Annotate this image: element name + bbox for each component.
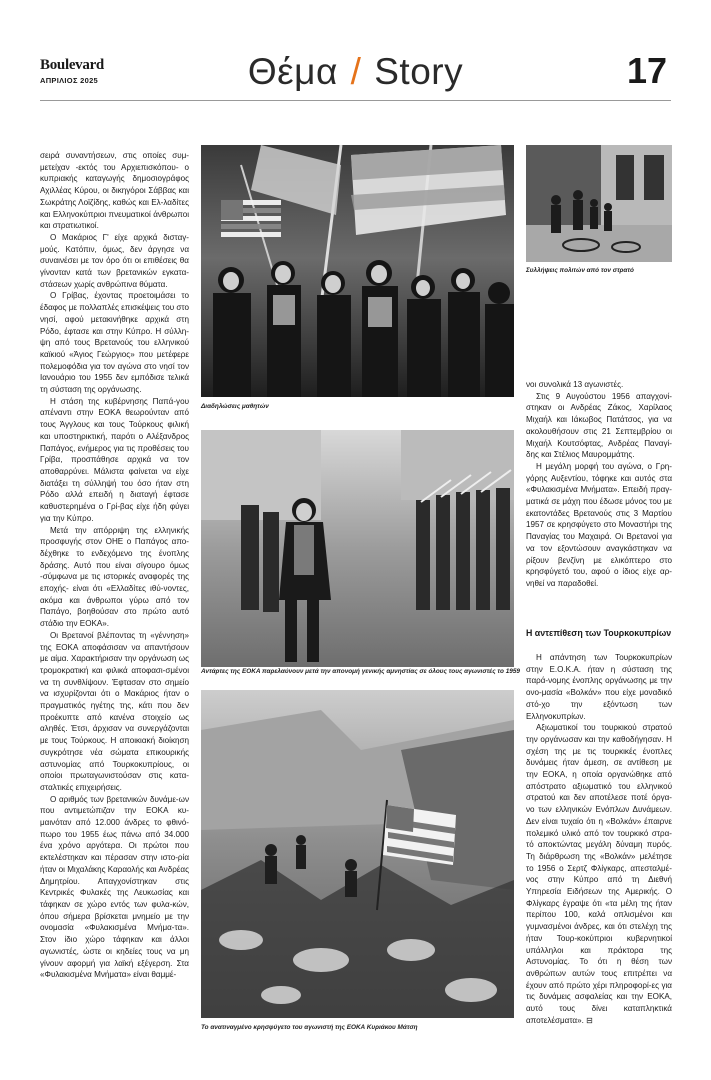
brand-name: Boulevard [40,57,104,73]
paragraph: νοι συνολικά 13 αγωνιστές. [526,380,624,389]
paragraph: Ο Γρίβας, έχοντας προετοιμάσει το έδαφος με πολλαπλές επισκέψεις του στο νησί, αφού μετακινήθηκε αρχικά στη Ρόδο, έφτασε και στην Κύπρο. Η σύλλη-ψη από τους Βρετανούς του ελληνικού καϊκιού «Άγιος Γεώργιος» που μετέφερε πολεμοφόδια για τον αγώνα στο νησί τον Ιανουάριο του 1955 δεν εμπόδισε τελικά τη σύσταση της οργάνωσης. [40,291,189,395]
section-title-greek: Θέμα [247,51,338,92]
paragraph: Μετά την απόρριψη της ελληνικής προσφυγής στον ΟΗΕ ο Παπάγος απο-δέχθηκε το ενδεχόμενο της ένοπλης δράσης. Αυτό που είναι σίγουρο όμως -σύμφωνα με τις ιστορικές αναφορές της εποχής- είναι ότι «Ελλαδίτες ιθύ-νοντες, ακόμα και άνθρωποι γύρω από τον Παπάγο, βοηθούσαν στο πρώτο αυτό στάδιο την ΕΟΚΑ». [40,525,189,629]
section-title [0,52,711,92]
caption-destroyed-hideout: Το ανατιναγμένο κρησφύγετο του αγωνιστή της ΕΟΚΑ Κυριάκου Μάτση [201,1024,418,1031]
photo-student-demonstration [201,145,514,397]
issue-date: ΑΠΡΙΛΙΟΣ 2025 [40,76,99,85]
page-number: 17 [626,50,667,91]
article-subheading: Η αντεπίθεση των Τουρκοκυπρίων [526,628,672,638]
masthead [0,0,711,104]
caption-student-demonstration: Διαδηλώσεις μαθητών [201,403,269,410]
caption-eoka-parade: Αντάρτες της ΕΟΚΑ παρελαύνουν μετά την απονομή γενικής αμνηστίας σε όλους τους αγωνιστές το 1959 [201,668,520,675]
paragraph: Στις 9 Αυγούστου 1956 απαγχονί-στηκαν οι Ανδρέας Ζάκος, Χαρίλαος Μιχαήλ και Ιάκωβος Πατάτσος, για να ακολουθήσουν στις 21 Σεπτεμβρίου οι Μιχαήλ Κουτσόφτας, Ανδρέας Παναγί-δης και Στέλιος Μαυρομμάτης. [526,391,672,460]
article-column-1 [40,150,189,981]
article-column-3-bottom [526,652,672,1027]
photo-arrests [526,145,672,262]
paragraph: Η απάντηση των Τουρκοκυπρίων στην Ε.Ο.Κ.Α. ήταν η σύσταση της παρά-νομης ένοπλης οργάνωσης με την ονο-μασία «Βολκάν» που είχε μοναδικό στό-χο την εξόντωση των Ελληνοκυπρίων. [526,653,672,721]
section-title-english: Story [374,51,464,92]
paragraph: Η στάση της κυβέρνησης Παπά-γου απέναντι στην ΕΟΚΑ θεωρούνταν από τους Άγγλους και τους Τούρκους φιλική και υποστηρικτική, παρότι ο Αλέξανδρος Παπάγος, ενήμερος για τις προθέσεις του Γρίβα, προσπάθησε αρχικά να τον αποθαρρύνει. Μάλιστα φαίνεται να είχε διατάξει τη σύλληψή του όσο ήταν στη Ρόδο αλλά επειδή η διαταγή έφτασε καθυστερημένα ο Γρί-βας είχε ήδη φύγει για την Κύπρο. [40,396,189,523]
paragraph: Οι Βρετανοί βλέποντας τη «γέννηση» της ΕΟΚΑ αποφάσισαν να απαντήσουν με αίμα. Χαρακτήρισαν την οργάνωση ως τρομοκρατική και φιλικά αποφασι-σμένοι να τη συνθλίψουν. Έφτασαν στο σημείο να ισχυρίζονται ότι ο Μακάριος ήταν ο πραγματικός ηγέτης της, κάτι που δεν προέκυπτε από κανένα στοιχείο ως αληθές. Έτσι, άρχισαν να συνεργάζονται με τους Τούρκους. Η αποικιακή διοίκηση συγκρότησε νέα σώματα επικουρικής αστυνομίας από Τουρκοκυπρίους, οι οποίοι πρωταγωνιστούσαν στις κατα-σταλτικές επιχειρήσεις. [40,630,189,792]
paragraph: Ο Μακάριος Γ' είχε αρχικά δισταγ-μούς. Κατόπιν, όμως, δεν άργησε να συναινέσει με τον όρο ότι οι επιθέσεις θα γίνονταν κατά των βρετανικών εγκατα-στάσεων χωρίς ανθρώπινα θύματα. [40,232,189,289]
paragraph: Ο αριθμός των βρετανικών δυνάμε-ων που αντιμετώπιζαν την ΕΟΚΑ κυ-μαινόταν από 12.000 άνδρες το φθινό-πωρο του 1955 έως πάνω από 34.000 ένα χρόνο αργότερα. Οι πρώτοι που εκτελέστηκαν και πέρασαν στην ιστο-ρία ήταν οι Μιχαλάκης Καραολής και Ανδρέας Δημητρίου. Απαγχονίστηκαν στις Κεντρικές Φυλακές της Λευκωσίας και τάφηκαν σε χώρο εντός των φυλα-κών, όπου σήμερα βρίσκεται μνημείο με την ονομασία «Φυλακισμένα Μνήμα-τα». Στον ίδιο χώρο τάφηκαν και άλλοι αγωνιστές, ώστε οι κηδείες τους να μη γίνουν αφορμή για λαϊκή εξέγερση. Στα «Φυλακισμένα Μνήματα» είναι θαμμέ- [40,794,189,980]
caption-arrests: Συλλήψεις πολιτών από τον στρατό [526,267,634,274]
section-title-slash: / [350,51,362,92]
article-column-3-top [526,379,672,590]
paragraph: Αξιωματικοί του τουρκικού στρατού την οργάνωσαν και την καθοδήγησαν. Η σχέση της με τις τουρκικές ένοπλες δυνάμεις ήταν άμεση, σε αντίθεση με την ΕΟΚΑ, η οποία οργανώθηκε από απόστρατο αξιωματικό του ελληνικού στρατού και δεν αποτέλεσε ποτέ όργα-νο των ελληνικών Ενόπλων Δυνάμεων. Δεν είναι τυχαίο ότι η «Βολκάν» έπαιρνε πολεμικό υλικό από τον τουρκικό στρα-τό αποκτώντας μεγάλη δύναμη πυρός. Τη διάρθρωση της «Βολκάν» μελέτησε το 1956 ο Σερτζ Φλίγκαρς, απεσταλμέ-νος στην Κύπρο από τη Διεθνή Υπηρεσία Ειδήσεων της Αμερικής. Ο Φλίγκαρς έγραψε ότι «τα μέλη της ήταν περίπου 100, καλά οπλισμένοι και γυμνασμένοι άνδρες, και ότι στελέχη της ήταν Τουρ-κοκύπριοι κυβερνητικοί υπάλληλοι και πράκτορα της Αστυνομίας. Το ότι η θέση των ανθρώπων αυτών τους επιτρέπει να έχουν από πρώτο χέρι πληροφορί-ες για τις δυνάμεις ασφαλείας και την ΕΟΚΑ, αυτό τους δίνει καταπληκτικά αποτελέσματα». ⊟ [526,723,672,1025]
header-rule [40,100,671,101]
paragraph: σειρά συναντήσεων, στις οποίες συμ-μετείχαν -εκτός του Αρχιεπισκόπου- ο κυπριακής καταγωγής δημοσιογράφος Αχιλλέας Κύρου, οι δικηγόροι Σάββας και Σωκράτης Λοϊζίδης, καθώς και Ελ-λαδίτες και Ελληνοκύπριοι πνευματικοί άνθρωποι και στρατιωτικοί. [40,151,189,231]
photo-eoka-parade [201,430,514,667]
photo-destroyed-hideout [201,690,514,1018]
paragraph: Η μεγάλη μορφή του αγώνα, ο Γρη-γόρης Αυξεντίου, τόφηκε και αυτός στα «Φυλακισμένα Μνήματα». Επειδή πραγ-ματικά σε μάχη που έδωσε μόνος του με εκατοντάδες Βρετανούς στις 3 Μαρτίου 1957 σε κρησφύγετο στο Μοναστήρι της Παναγίας του Μαχαιρά. Οι Βρετανοί για να τον εξοντώσουν αναγκάστηκαν να ρίξουν βενζίνη με ελικόπτερο στο κρησφύγετό του, αφού ο ίδιος είχε αρ-νηθεί να παραδοθεί. [526,461,672,588]
